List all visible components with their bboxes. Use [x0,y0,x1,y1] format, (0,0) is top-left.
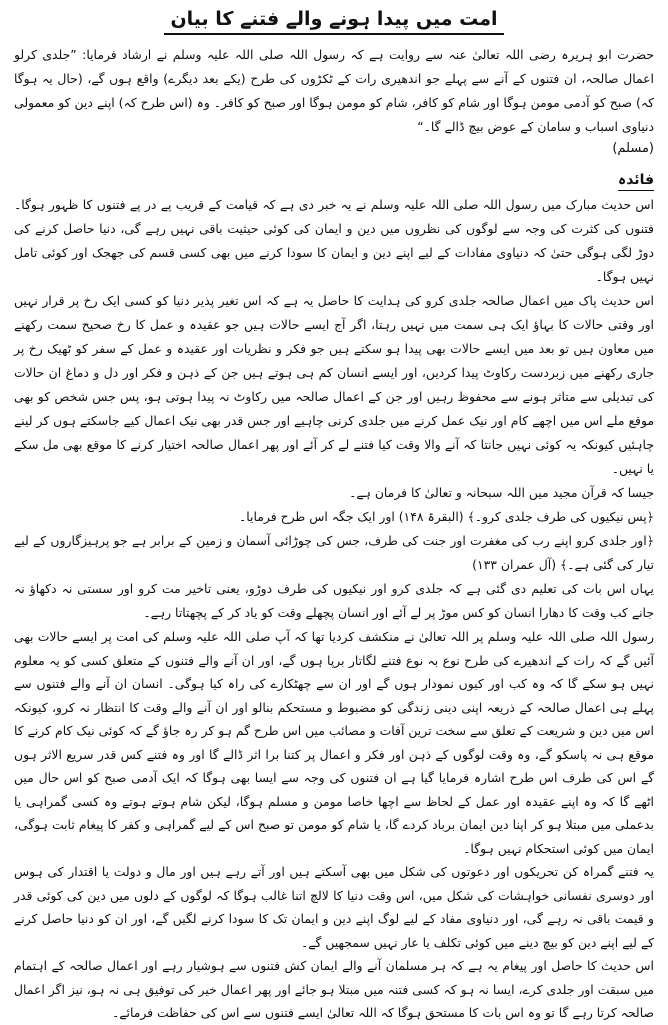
paragraph-3: یہاں اس بات کی تعلیم دی گئی ہے کہ جلدی کرو اور نیکیوں کی طرف دوڑو، یعنی تاخیر مت کرو اور سستی نہ دکھاؤ نہ جانے کب وقت کا دھارا انسان کو کس موڑ پر لے آئے اور انسان پچھلے وقت کو یاد کر کے پچھتاتا رہے۔ [14,581,654,620]
hadith-text: حضرت ابو ہریرہ رضی اللہ تعالیٰ عنہ سے روایت ہے کہ رسول اللہ صلی اللہ علیہ وسلم نے ارشاد فرمایا: ”جلدی کرلو اعمال صالحہ، ان فتنوں کے آنے سے پہلے جو اندھیری رات کے ٹکڑوں کی طرح (یکے بعد دیگرے) واقع ہوں گے، (حال یہ ہوگا کہ) صبح کو آدمی مومن ہوگا اور شام کو کافر، شام کو مومن ہوگا اور صبح کو کافر۔ وہ (اس طرح کہ) اپنے دین کو معمولی دنیاوی اسباب و سامان کے عوض بیچ ڈالے گا۔“ [14,47,654,134]
faida-heading-wrap [14,166,654,193]
paragraph-quran-verse-1: ﴿پس نیکیوں کی طرف جلدی کرو۔﴾ (البقرۃ ۱۴۸) اور ایک جگہ اس طرح فرمایا۔ [239,509,654,524]
page-title: امت میں پیدا ہونے والے فتنے کا بیان [164,6,503,35]
paragraph-1: اس حدیث مبارک میں رسول اللہ صلی اللہ علیہ وسلم نے یہ خبر دی ہے کہ قیامت کے قریب پے در پے فتنوں کا ظہور ہوگا۔ فتنوں کی کثرت کی وجہ سے لوگوں کی نظروں میں دین و ایمان کی کوئی حیثیت باقی نہیں رہے گی، دنیا حاصل کرنے کی دوڑ لگی ہوگی حتیٰ کہ دنیاوی مفادات کے لیے اپنے دین و ایمان کا سودا کرنے میں بھی کسی قسم کی جھجک اور کوئی تامل نہیں ہوگا۔ [14,197,654,284]
title-wrap [14,6,654,35]
paragraph-5: یہ فتنے گمراہ کن تحریکوں اور دعوتوں کی شکل میں بھی آسکتے ہیں اور آتے رہے ہیں اور مال و دولت یا اقتدار کی ہوس اور دوسری نفسانی خواہشات کی شکل میں، اس وقت دنیا کا لالچ اتنا غالب ہوگا کہ لوگوں کے دلوں میں دین کی کوئی قدر و قیمت باقی نہ رہے گی، اور دنیاوی مفاد کے لیے لوگ اپنے دین و ایمان تک کا سودا کرنے لگیں گے، اور ان کو دنیا حاصل کرنے کے لیے اپنے دین کو بیچ دینے میں کوئی تکلف یا عار نہیں سمجھیں گے۔ [14,864,654,950]
paragraph-4: رسول اللہ صلی اللہ علیہ وسلم پر اللہ تعالیٰ نے منکشف کردیا تھا کہ آپ صلی اللہ علیہ وسلم کی امت پر ایسے حالات بھی آئیں گے کہ رات کے اندھیرے کی طرح نوع بہ نوع فتنے لگاتار برپا ہوں گے، اور ان آنے والے فتنوں کے متعلق کسی کو یہ معلوم نہیں ہو سکے گا کہ وہ کب اور کیوں نمودار ہوں گے اور ان سے چھٹکارے کی راہ کیا ہوگی۔ انسان ان آنے والے فتنوں سے پہلے ہی اعمال صالحہ کے ذریعہ اپنی دینی زندگی کو مضبوط و مستحکم بنالو اور ان آنے والے وقت کا انتظار نہ کرو، کیونکہ اس میں دین و شریعت کے تعلق سے سخت ترین آفات و مصائب میں اس طرح گم ہو کر رہ جاؤ گے کہ کوئی نیک کام کرنے کا موقع ہی نہ پاسکو گے، وہ وقت لوگوں کے ذہن اور فکر و اعمال پر کتنا برا اثر ڈالے گا اور وہ فتنے کس قدر سریع الاثر ہوں گے اس کی طرف اس طرح اشارہ فرمایا گیا ہے ان فتنوں کی وجہ سے ایسا بھی ہوگا کہ ایک آدمی صبح کو اس حال میں اٹھے گا کہ وہ اپنے عقیدہ اور عمل کے لحاظ سے اچھا خاصا مومن و مسلم ہوگا، لیکن شام ہوتے ہوتے وہ کسی گمراہی یا بدعملی میں مبتلا ہو کر اپنا دین ایمان برباد کردے گا، یا شام کو مومن تو صبح اس کے لیے گمراہی و کفر کا پیغام ثابت ہوگی، ایمان میں کوئی استحکام نہیں ہوگا۔ [14,629,654,856]
paragraph-quran-verse-2: ﴿اور جلدی کرو اپنے رب کی مغفرت اور جنت کی طرف، جس کی چوڑائی آسمان و زمین کے برابر ہے جو پرہیزگاروں کے لیے تیار کی گئی ہے۔﴾ (آل عمران ۱۳۳) [14,533,654,572]
paragraph-2: اس حدیث پاک میں اعمال صالحہ جلدی کرو کی ہدایت کا حاصل یہ ہے کہ اس تغیر پذیر دنیا کو کسی ایک رخ پر قرار نہیں اور وقتی حالات کا بہاؤ ایک ہی سمت میں نہیں رہتا، اگر آج ایسے حالات ہیں جو عقیدہ و عمل کا رخ صحیح سمت رکھنے میں معاون ہیں تو بعد میں ایسے حالات بھی پیدا ہو سکتے ہیں جو فکر و نظریات اور عقیدہ و عمل کے سفر کو ٹھیک رخ پر جاری رکھنے میں زبردست رکاوٹ پیدا کردیں، اور ایسے انسان کم ہی ہوتے ہیں جن کے ذہن و فکر اور دل و دماغ ان حالات کی تبدیلی سے متاثر ہونے سے محفوظ رہیں اور جن کے اعمال صالحہ میں رکاوٹ نہ پیدا ہوتی ہو، پس جس شخص کو بھی موقع ملے اس میں اچھے کام اور نیک عمل کرنے میں جلدی کرنی چاہیے اور جس قدر بھی نیک اعمال کیے جاسکتے ہوں کر لینے چاہئیں کیونکہ یہ کوئی نہیں جانتا کہ آنے والا وقت کیا فتنے لے کر آئے اور پھر اعمال صالحہ اختیار کرنے کا موقع بھی مل سکے یا نہیں۔ [14,293,654,476]
paragraph-quran-intro: جیسا کہ قرآن مجید میں اللہ سبحانہ و تعالیٰ کا فرمان ہے۔ [349,485,654,500]
paragraph-6: اس حدیث کا حاصل اور پیغام یہ ہے کہ ہر مسلمان آنے والے ایمان کش فتنوں سے ہوشیار رہے اور اعمال صالحہ کے اہتمام میں سبقت اور جلدی کرے، ایسا نہ ہو کہ کسی فتنہ میں مبتلا ہو جائے اور پھر اعمال خیر کی توفیق ہی نہ ہو، نیز اگر اعمال صالحہ کرتا رہے گا تو وہ اس بات کا مستحق ہوگا کہ اللہ تعالیٰ ایسے فتنوں سے اس کی حفاظت فرمائے۔ [14,958,654,1020]
faida-heading: فائدہ [618,170,654,191]
hadith-source: (مسلم) [612,141,654,156]
